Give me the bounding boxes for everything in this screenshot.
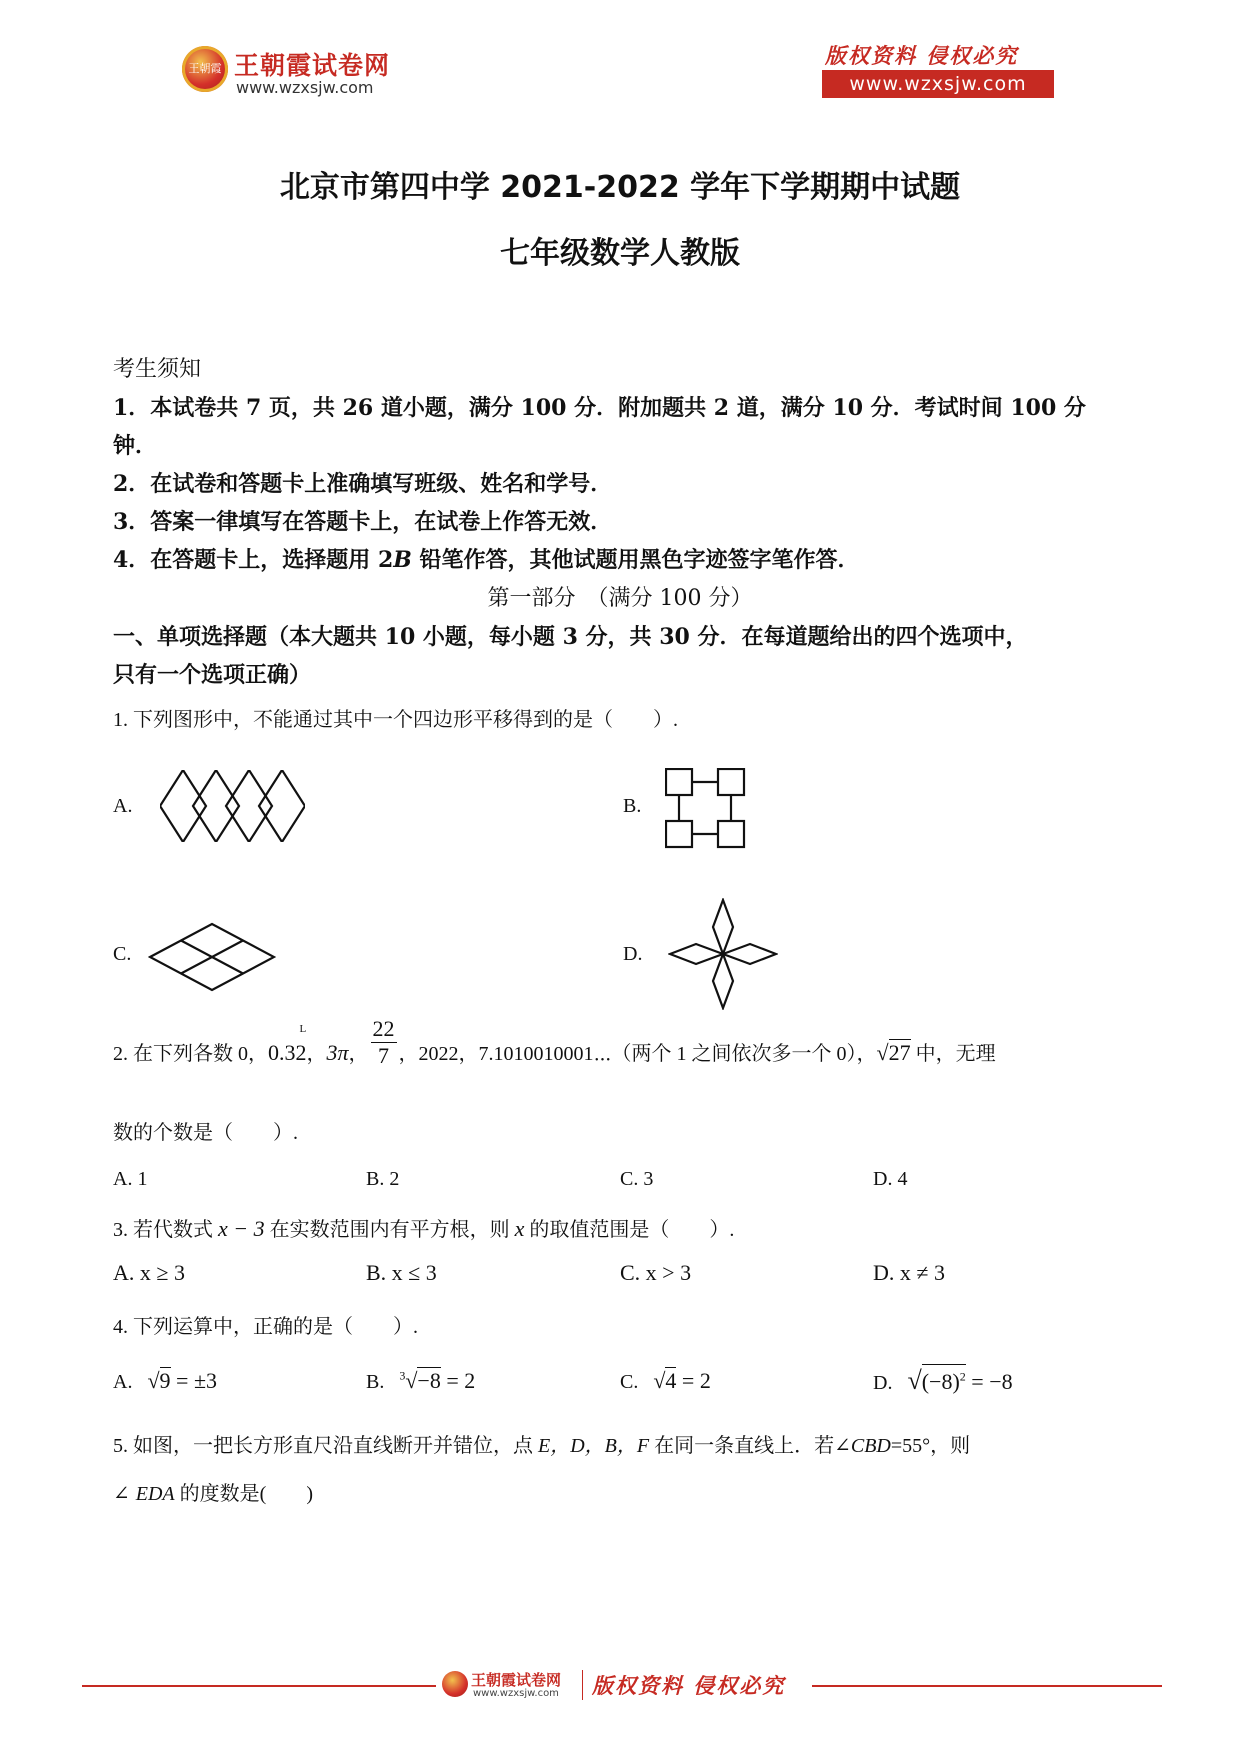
footer-logo-badge bbox=[442, 1671, 468, 1697]
q4-option-c: C. √4 = 2 bbox=[620, 1368, 711, 1393]
section-heading-cont: 只有一个选项正确） bbox=[113, 662, 312, 688]
q3-variable: x bbox=[514, 1216, 525, 1241]
notice-item-2: 2．在试卷和答题卡上准确填写班级、姓名和学号． bbox=[113, 471, 613, 497]
q1-option-b-label: B. bbox=[623, 795, 642, 817]
q4-a-rhs: = ±3 bbox=[170, 1368, 218, 1393]
copyright-url[interactable]: www.wzxsjw.com bbox=[822, 70, 1054, 98]
q5-angle-eda: EDA bbox=[135, 1483, 175, 1505]
q4-d-rhs: = −8 bbox=[965, 1369, 1013, 1394]
q2-middle: ，2022，7.1010010001⋯（两个 1 之间依次多一个 0）， bbox=[398, 1043, 877, 1065]
exam-title: 北京市第四中学 2021-2022 学年下学期期中试题 bbox=[279, 170, 961, 205]
q2-3pi: 3π bbox=[326, 1040, 349, 1065]
q3-option-a: A. x ≥ 3 bbox=[113, 1260, 185, 1285]
q3-option-b: B. x ≤ 3 bbox=[366, 1260, 437, 1285]
brand-url[interactable]: www.wzxsjw.com bbox=[236, 78, 374, 97]
q1-figure-d bbox=[668, 898, 778, 1010]
q2-option-a: A. 1 bbox=[113, 1168, 148, 1190]
notice-item-1: 1．本试卷共 7 页，共 26 道小题，满分 100 分．附加题共 2 道，满分 10 分．考试时间 100 分 bbox=[113, 395, 1086, 421]
q4-b-index: 3 bbox=[399, 1368, 406, 1383]
part1-heading: 第一部分 （满分 100 分） bbox=[487, 586, 753, 611]
notice-item-4-b: B bbox=[393, 547, 412, 573]
footer-brand-name: 王朝霞试卷网 bbox=[471, 1671, 562, 1689]
footer-brand-url[interactable]: www.wzxsjw.com bbox=[473, 1688, 559, 1699]
q2-fraction-numerator: 22 bbox=[372, 1015, 395, 1041]
q4-c-rhs: = 2 bbox=[676, 1368, 711, 1393]
question-5-stem-cont: ∠ EDA 的度数是( ) bbox=[113, 1483, 313, 1505]
notice-item-4-c: 铅笔作答，其他试题用黑色字迹签字笔作答． bbox=[411, 547, 860, 573]
q4-option-b: B. $^3$√−8 = 2 bbox=[366, 1368, 476, 1393]
question-5-stem: 5. 如图，一把长方形直尺沿直线断开并错位，点 E，D，B，F 在同一条直线上．若∠CBD=55°，则 bbox=[113, 1435, 971, 1457]
q4-d-radicand: (−8) bbox=[921, 1369, 960, 1394]
q1-figure-b bbox=[665, 768, 749, 852]
q4-a-radicand: 9 bbox=[159, 1368, 171, 1393]
copyright-notice: 版权资料 侵权必究 bbox=[825, 43, 1019, 68]
q1-figure-a bbox=[160, 770, 305, 842]
notice-item-4-a: 4．在答题卡上，选择题用 2 bbox=[113, 547, 394, 573]
question-2-stem-cont: 数的个数是（ ）. bbox=[113, 1122, 298, 1144]
q1-figure-c bbox=[148, 922, 276, 992]
q1-option-d-label: D. bbox=[623, 943, 643, 965]
q3-option-d: D. x ≠ 3 bbox=[873, 1260, 945, 1285]
footer-copyright: 版权资料 侵权必究 bbox=[592, 1673, 786, 1698]
q4-b-radicand: −8 bbox=[417, 1368, 441, 1393]
q4-option-a-label: A. bbox=[113, 1371, 133, 1393]
q4-c-radicand: 4 bbox=[665, 1368, 677, 1393]
q2-repeating-digit: L 2 bbox=[295, 1023, 307, 1065]
q1-option-a-label: A. bbox=[113, 795, 133, 817]
q2-option-d: D. 4 bbox=[873, 1168, 908, 1190]
q4-option-d-label: D. bbox=[873, 1372, 893, 1394]
q5-angle-cbd: CBD bbox=[850, 1435, 891, 1457]
q3-expression: x − 3 bbox=[218, 1216, 265, 1241]
logo-badge: 王朝霞 bbox=[182, 46, 228, 92]
notice-heading: 考生须知 bbox=[113, 357, 202, 382]
q4-option-c-label: C. bbox=[620, 1371, 639, 1393]
q1-option-c-label: C. bbox=[113, 943, 132, 965]
q5-points: E，D，B，F bbox=[538, 1435, 650, 1457]
q4-option-d: D. $√(-8)^2 = -8$ bbox=[873, 1366, 1013, 1395]
q2-prefix: 2. 在下列各数 0， bbox=[113, 1043, 268, 1065]
q4-option-b-label: B. bbox=[366, 1371, 385, 1393]
q3-option-c: C. x > 3 bbox=[620, 1260, 692, 1285]
notice-item-3: 3．答案一律填写在答题卡上，在试卷上作答无效． bbox=[113, 509, 613, 535]
q2-repeating-base: 0.3 bbox=[268, 1040, 296, 1065]
q2-sqrt-arg: 27 bbox=[888, 1040, 911, 1065]
section-heading: 一、单项选择题（本大题共 10 小题，每小题 3 分，共 30 分．在每道题给出的四个选项中， bbox=[113, 624, 1028, 650]
question-3-stem: 3. 若代数式 x − 3 在实数范围内有平方根，则 x 的取值范围是（ ）. bbox=[113, 1216, 735, 1241]
q2-sqrt: √27 bbox=[876, 1040, 911, 1065]
question-2-stem: 2. 在下列各数 0，0.3 L 2，3π， $\frac{22}{7}$ ，2022，7.1010010001⋯（两个 1 之间依次多一个 0），√27 中，无理 bbox=[113, 1015, 996, 1068]
brand-name: 王朝霞试卷网 bbox=[234, 51, 391, 80]
q4-d-exponent: 2 bbox=[959, 1369, 966, 1384]
notice-item-1-cont: 钟． bbox=[113, 433, 158, 459]
q4-option-a: A. √9 = ±3 bbox=[113, 1368, 218, 1393]
exam-subtitle: 七年级数学人教版 bbox=[500, 236, 740, 271]
footer-divider-left bbox=[82, 1685, 436, 1687]
q2-fraction bbox=[371, 1015, 397, 1068]
q4-b-rhs: = 2 bbox=[440, 1368, 476, 1393]
q2-suffix: 中，无理 bbox=[910, 1043, 996, 1065]
q2-repeating-decimal bbox=[268, 1023, 307, 1066]
footer-divider-right bbox=[812, 1685, 1162, 1687]
q2-repeat-dot: L bbox=[299, 1023, 307, 1035]
question-1-stem: 1. 下列图形中，不能通过其中一个四边形平移得到的是（ ）. bbox=[113, 709, 678, 731]
question-4-stem: 4. 下列运算中，正确的是（ ）. bbox=[113, 1316, 418, 1338]
q2-fraction-denominator: 7 bbox=[378, 1042, 390, 1068]
notice-item-4 bbox=[113, 543, 860, 574]
footer-separator bbox=[582, 1670, 583, 1700]
q2-option-c: C. 3 bbox=[620, 1168, 654, 1190]
q2-option-b: B. 2 bbox=[366, 1168, 400, 1190]
